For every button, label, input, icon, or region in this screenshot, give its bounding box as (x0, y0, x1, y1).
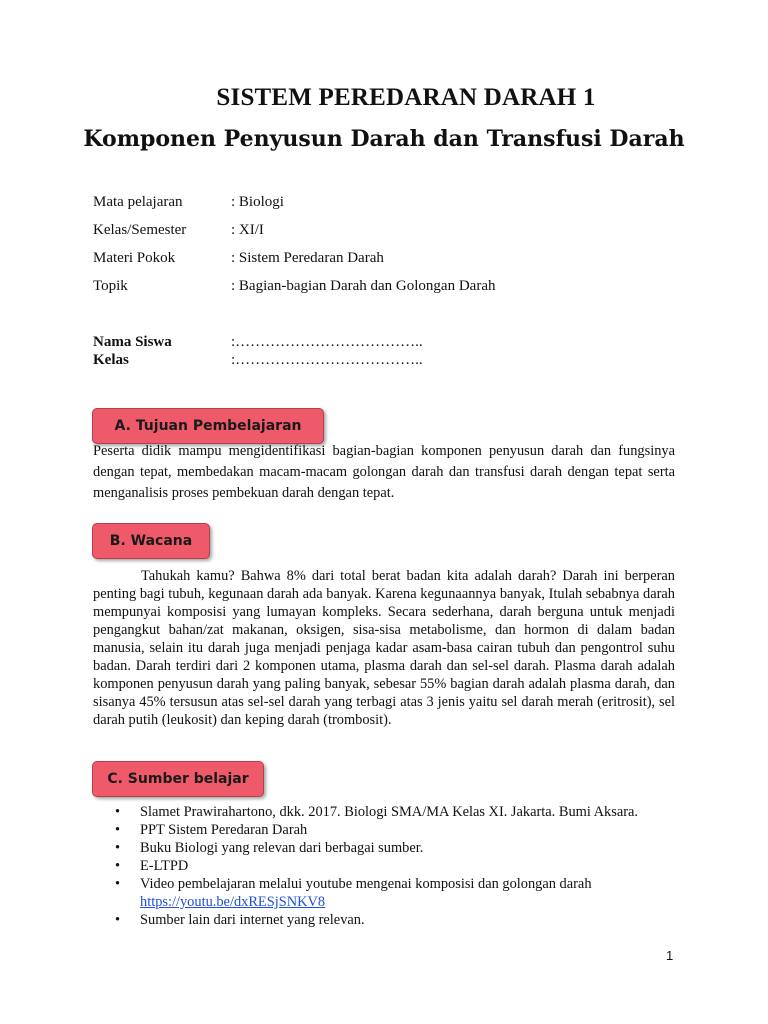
page-number: 1 (666, 948, 674, 963)
section-heading-reading: B. Wacana (92, 523, 210, 559)
student-class-field: :……………………………….. (231, 352, 423, 368)
document-title: SISTEM PEREDARAN DARAH 1 (216, 84, 596, 111)
bullet-icon: • (115, 804, 121, 820)
section-heading-learning-objectives: A. Tujuan Pembelajaran (92, 408, 324, 444)
list-item (93, 821, 683, 839)
list-item (93, 875, 683, 911)
info-label: Topik (93, 278, 128, 294)
list-item-text: Video pembelajaran melalui youtube mengenai komposisi dan golongan darah (140, 876, 592, 892)
info-label: Mata pelajaran (93, 194, 183, 210)
info-value: : XI/I (231, 222, 264, 238)
info-row-main-material (93, 250, 683, 278)
info-row-subject (93, 194, 683, 222)
student-name-row (93, 333, 423, 351)
info-label: Kelas/Semester (93, 222, 187, 238)
bullet-icon: • (115, 822, 121, 838)
list-item-text: E-LTPD (140, 858, 189, 874)
bullet-icon: • (115, 858, 121, 874)
info-value: : Biologi (231, 194, 284, 210)
document-subtitle: Komponen Penyusun Darah dan Transfusi Darah (83, 126, 685, 152)
student-name-label: Nama Siswa (93, 334, 172, 350)
student-name-field: :……………………………….. (231, 334, 423, 350)
youtube-video-link[interactable]: https://youtu.be/dxRESjSNKV8 (140, 894, 326, 910)
info-label: Materi Pokok (93, 250, 176, 266)
info-value: : Bagian-bagian Darah dan Golongan Darah (231, 278, 496, 294)
info-value: : Sistem Peredaran Darah (231, 250, 384, 266)
list-item (93, 839, 683, 857)
list-item (93, 803, 683, 821)
learning-objectives-text: Peserta didik mampu mengidentifikasi bagian-bagian komponen penyusun darah dan fungsinya dengan tepat, membedakan macam-macam golongan darah dan transfusi darah dengan tepat serta menganalisis proses pembekuan darah dengan tepat. (93, 443, 675, 501)
info-row-class-semester (93, 222, 683, 250)
list-item (93, 857, 683, 875)
section-heading-learning-sources: C. Sumber belajar (92, 761, 264, 797)
list-item-text: Slamet Prawirahartono, dkk. 2017. Biologi SMA/MA Kelas XI. Jakarta. Bumi Aksara. (140, 804, 639, 820)
list-item-text: Buku Biologi yang relevan dari berbagai sumber. (140, 840, 424, 856)
bullet-icon: • (115, 876, 121, 892)
bullet-icon: • (115, 912, 121, 928)
list-item-text: Sumber lain dari internet yang relevan. (140, 912, 365, 928)
list-item (93, 911, 683, 929)
lesson-info (93, 194, 683, 306)
student-class-row (93, 351, 423, 369)
info-row-topic (93, 278, 683, 306)
student-identity (93, 333, 423, 369)
list-item-text: PPT Sistem Peredaran Darah (140, 822, 308, 838)
learning-sources-list (93, 803, 683, 929)
reading-text: Tahukah kamu? Bahwa 8% dari total berat badan kita adalah darah? Darah ini berperan penting bagi tubuh, kegunaan darah ada banyak. Karena kegunaannya banyak, Itulah sebabnya darah mempunyai komposisi yang lumayan kompleks. Secara sederhana, darah berguna untuk menjadi pengangkut bahan/zat makanan, oksigen, sisa-sisa metabolisme, dan hormon di dalam badan manusia, selain itu darah juga menjadi penjaga kadar asam-basa cairan tubuh dan pengontrol suhu badan. Darah terdiri dari 2 komponen utama, plasma darah dan sel-sel darah. Plasma darah adalah komponen penyusun darah yang paling banyak, sebesar 55% bagian darah adalah plasma darah, dan sisanya 45% tersusun atas sel-sel darah yang terbagi atas 3 jenis yaitu sel darah merah (eritrosit), sel darah putih (leukosit) dan keping darah (trombosit). (93, 568, 675, 728)
student-class-label: Kelas (93, 352, 129, 368)
bullet-icon: • (115, 840, 121, 856)
